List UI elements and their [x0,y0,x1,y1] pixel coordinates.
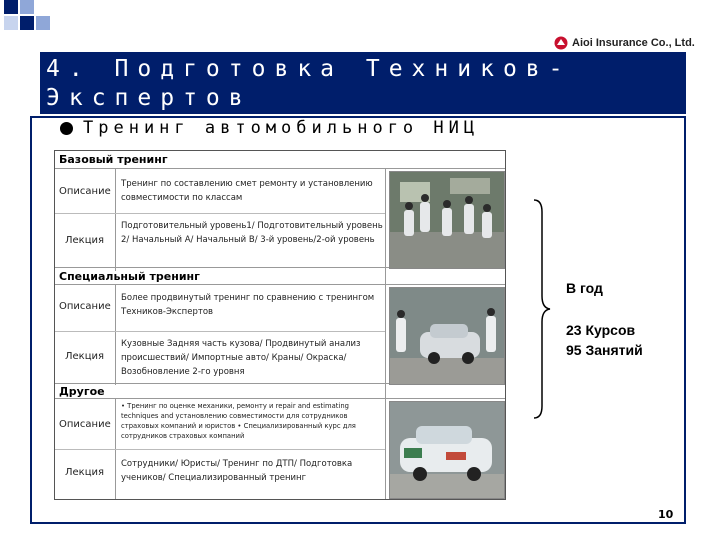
section-subtitle [60,118,479,138]
special-desc-text: Более продвинутый тренинг по сравнению с тренингом Техников-Экспертов [121,293,375,317]
basic-desc-label: Описание [59,186,111,197]
courses-count: 23 Курсов [566,322,636,338]
photo-special-training [389,287,505,385]
other-desc-label: Описание [59,419,111,430]
divider [55,331,385,332]
basic-training-heading: Базовый тренинг [55,151,505,169]
divider [115,169,116,271]
special-lecture-label: Лекция [65,351,105,362]
bullet-icon [60,122,73,135]
basic-lecture-text: Подготовительный уровень1/ Подготовительный уровень 2/ Начальный A/ Начальный B/ 3-й уровень/2-ой уровень [121,221,383,245]
company-logo [554,36,695,50]
other-desc-text: • Тренинг по оценке механики, ремонту и repair and estimating techniques and установлению совместимости для сотрудников страховых компаний и юристов • Специализированный курс для сотрудников страховых компаний [121,402,356,440]
special-lecture-text: Кузовные Задняя часть кузова/ Продвинутый анализ происшествий/ Импортные авто/ Краны/ Окраска/ Возобновление 2-го уровня [121,339,361,377]
basic-lecture-label: Лекция [65,235,105,246]
other-lecture-label: Лекция [65,467,105,478]
basic-desc-text: Тренинг по составлению смет ремонту и установлению совместимости по классам [121,179,373,203]
per-year-label: В год [566,280,603,296]
other-heading: Другое [55,383,505,399]
divider [55,213,385,214]
divider [385,169,386,499]
photo-other-training [389,401,505,499]
sessions-count: 95 Занятий [566,342,643,358]
other-lecture-text: Сотрудники/ Юристы/ Тренинг по ДТП/ Подготовка учеников/ Специализированный тренинг [121,459,353,483]
page-title: 4. Подготовка Техников-Экспертов [46,56,572,111]
divider [55,449,385,450]
brace-icon [532,198,552,420]
subtitle-text: Тренинг автомобильного НИЦ [83,118,480,138]
page-number: 10 [658,508,674,521]
special-desc-label: Описание [59,301,111,312]
training-table [54,150,506,500]
photo-basic-training [389,171,505,269]
company-name: Aioi Insurance Co., Ltd. [572,37,695,49]
divider [115,285,116,385]
special-training-heading: Специальный тренинг [55,267,505,285]
aioi-logo-icon [554,36,568,50]
